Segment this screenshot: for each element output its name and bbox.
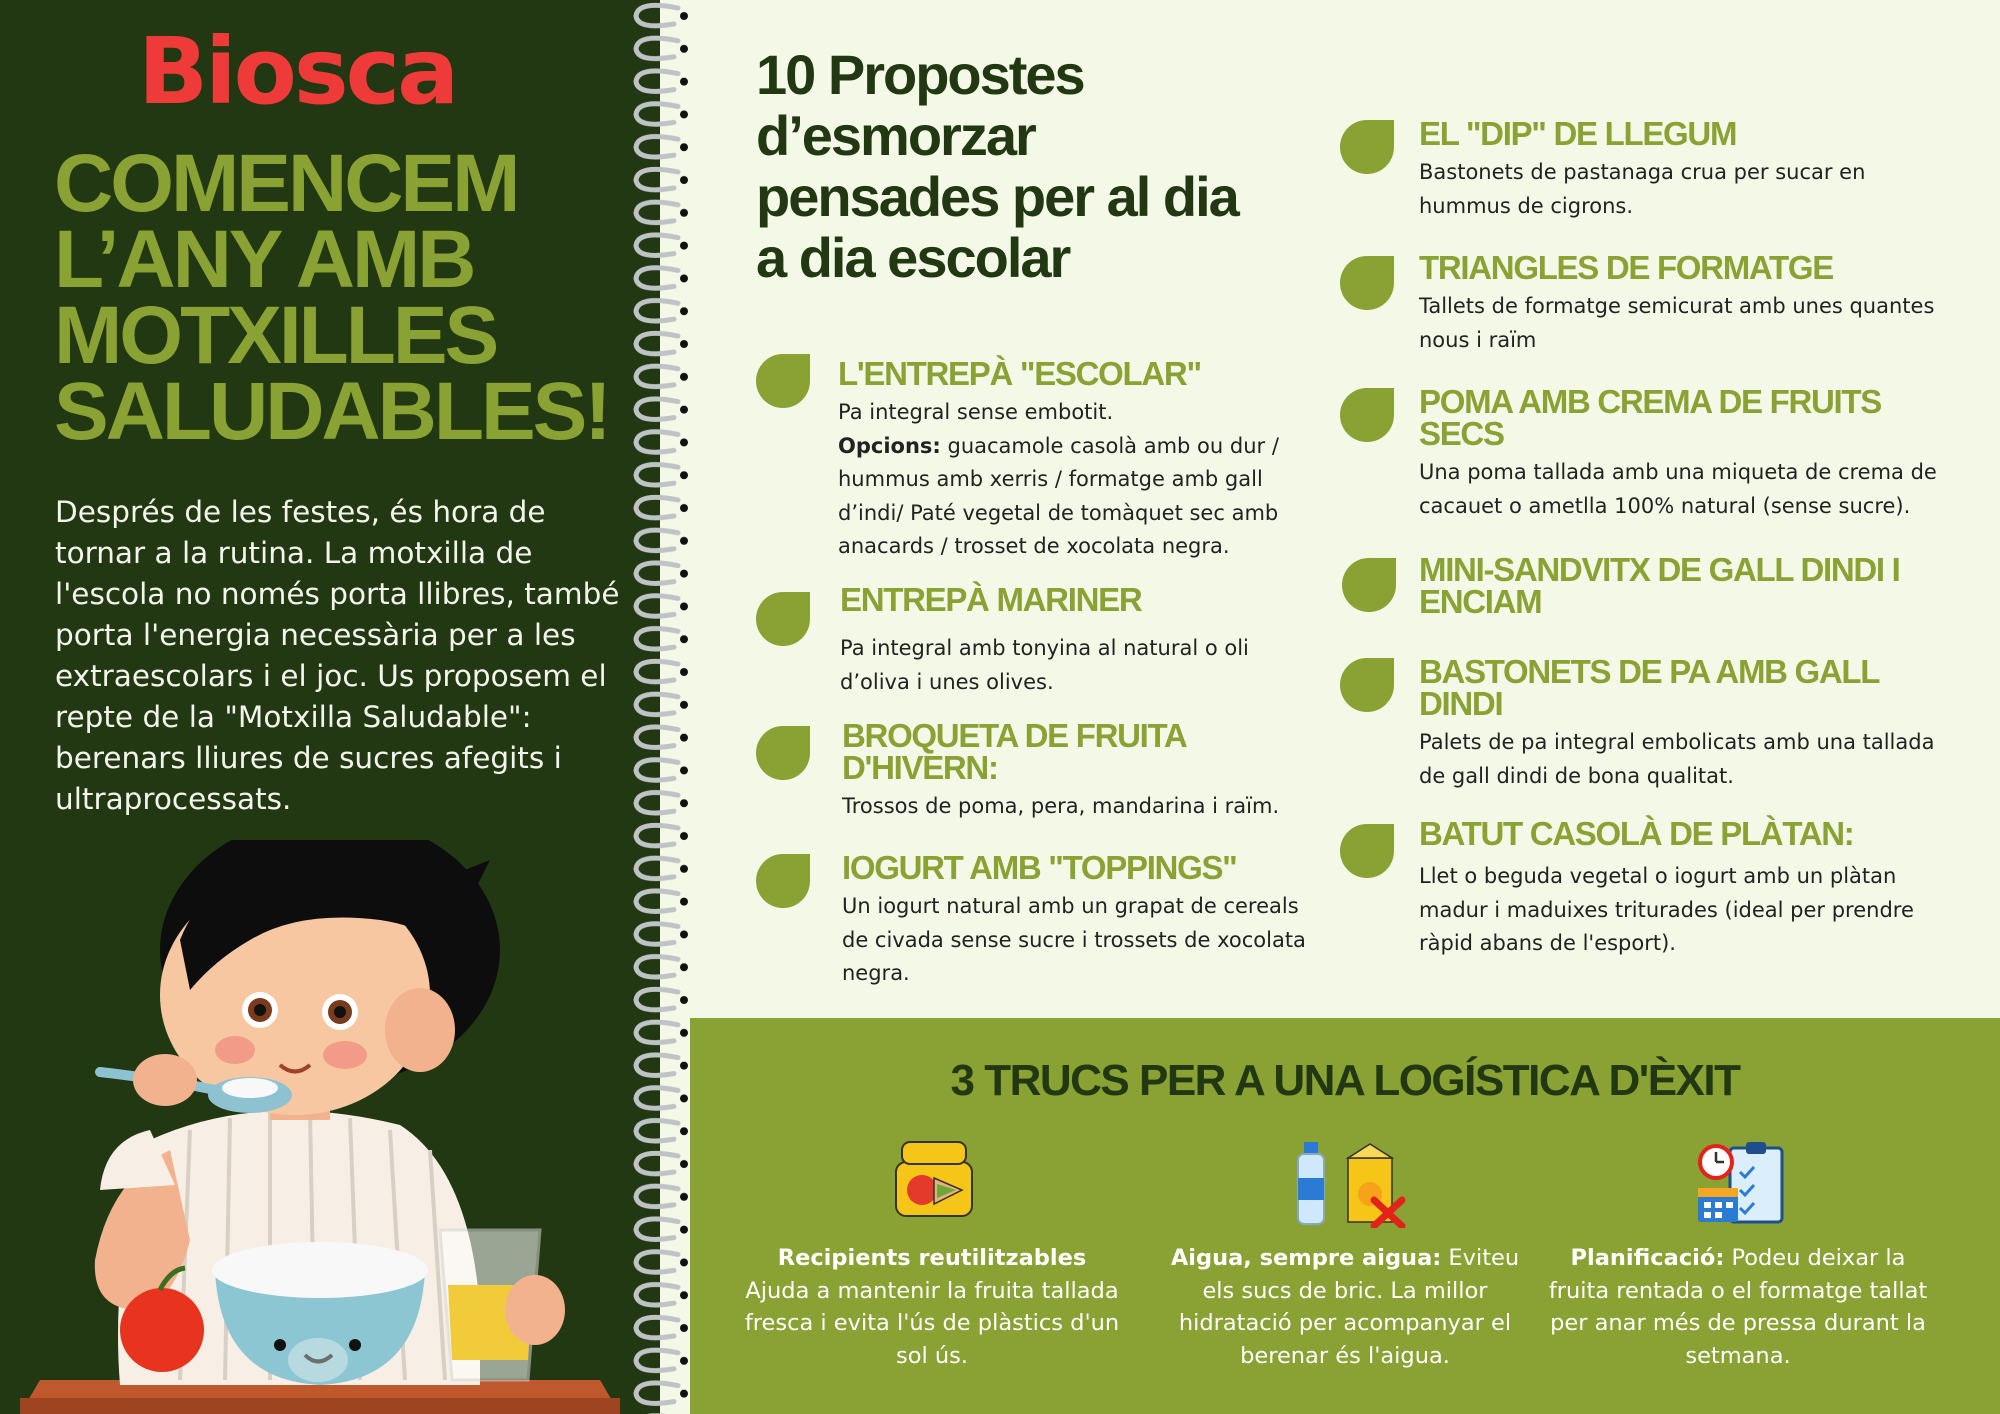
water-bottle-juice-icon <box>1290 1138 1410 1228</box>
proposal-title: ENTREPÀ MARINER <box>840 581 1142 618</box>
leaf-icon <box>1340 824 1394 878</box>
proposal-desc-main: Pa integral sense embotit. <box>838 400 1114 424</box>
proposal-desc: Bastonets de pastanaga crua per sucar en hummus de cigrons. <box>1419 160 1866 218</box>
trick-body: Eviteu els sucs de bric. La millor hidratació per acompanyar el berenar és l'aigua. <box>1178 1245 1520 1369</box>
options-label: Opcions: <box>838 433 941 458</box>
proposal-title: BROQUETA DE FRUITA D'HIVERN: <box>842 717 1186 786</box>
leaf-icon <box>1340 120 1394 174</box>
proposal-item <box>1419 551 1959 620</box>
leaf-icon <box>756 854 810 908</box>
leaf-icon <box>1340 388 1394 442</box>
headline-line-1: COMENCEM <box>54 138 518 229</box>
title-line-1: 10 Propostes <box>756 43 1084 106</box>
lunchbox-icon <box>892 1138 976 1222</box>
proposals-title <box>756 44 1316 288</box>
proposal-item <box>1419 815 1959 961</box>
planning-checklist-icon <box>1696 1138 1786 1226</box>
proposal-title: BASTONETS DE PA AMB GALL DINDI <box>1419 653 1879 722</box>
trick-bold: Aigua, sempre aigua: <box>1170 1245 1442 1271</box>
trick-body: Ajuda a mantenir la fruita tallada fresca i evita l'ús de plàstics d'un sol ús. <box>744 1277 1120 1369</box>
proposal-title: TRIANGLES DE FORMATGE <box>1419 249 1833 286</box>
proposal-title: EL "DIP" DE LLEGUM <box>1419 115 1737 152</box>
proposal-title: BATUT CASOLÀ DE PLÀTAN: <box>1419 815 1854 852</box>
options-text: guacamole casolà amb ou dur / hummus amb xerris / formatge amb gall d’indi/ Paté vegetal de tomàquet sec amb anacards / trosset de xocolata negra. <box>838 433 1279 558</box>
leaf-icon <box>1340 658 1394 712</box>
proposal-item <box>1419 249 1959 357</box>
proposal-desc: Trossos de poma, pera, mandarina i raïm. <box>842 794 1280 818</box>
child-eating-illustration <box>0 840 660 1414</box>
tricks-title: 3 TRUCS PER A UNA LOGÍSTICA D'ÈXIT <box>950 1056 1740 1105</box>
brand-logo: Biosca <box>138 18 457 125</box>
headline-line-3: MOTXILLES <box>54 290 497 381</box>
trick-text <box>1548 1242 1928 1372</box>
proposal-desc: Una poma tallada amb una miqueta de crema de cacauet o ametlla 100% natural (sense sucre). <box>1419 460 1937 518</box>
trick-text <box>742 1242 1122 1372</box>
trick-body: Podeu deixar la fruita rentada o el formatge tallat per anar més de pressa durant la setmana. <box>1548 1245 1928 1369</box>
proposal-title: IOGURT AMB "TOPPINGS" <box>842 849 1237 886</box>
trick-bold: Planificació: <box>1570 1245 1725 1271</box>
tricks-section <box>690 1018 2000 1414</box>
trick-bold: Recipients reutilitzables <box>777 1245 1087 1271</box>
proposal-item <box>842 717 1312 824</box>
proposal-title: L'ENTREPÀ "ESCOLAR" <box>838 355 1201 392</box>
proposal-desc: Palets de pa integral embolicats amb una tallada de gall dindi de bona qualitat. <box>1419 730 1935 788</box>
leaf-icon <box>756 592 810 646</box>
proposal-desc: Tallets de formatge semicurat amb unes quantes nous i raïm <box>1419 294 1935 352</box>
title-line-3: pensades per al dia <box>756 165 1238 228</box>
main-headline <box>54 138 654 457</box>
proposal-item <box>1419 653 1959 793</box>
headline-line-2: L’ANY AMB <box>54 214 474 305</box>
leaf-icon <box>756 354 810 408</box>
proposal-desc <box>838 396 1308 564</box>
proposal-item <box>842 849 1312 991</box>
trick-text <box>1155 1242 1535 1372</box>
leaf-icon <box>1340 256 1394 310</box>
proposal-item <box>840 581 1310 699</box>
title-line-4: a dia escolar <box>756 226 1070 289</box>
proposal-item <box>1419 115 1959 223</box>
proposal-title: MINI-SANDVITX DE GALL DINDI I ENCIAM <box>1419 551 1900 620</box>
proposal-item <box>838 355 1308 564</box>
spiral-binding <box>630 0 690 1414</box>
proposal-desc: Llet o beguda vegetal o iogurt amb un plàtan madur i maduixes triturades (ideal per prendre ràpid abans de l'esport). <box>1419 864 1914 955</box>
intro-text: Després de les festes, és hora de tornar a la rutina. La motxilla de l'escola no només porta llibres, també porta l'energia necessària per a les extraescolars i el joc. Us proposem el repte de la "Motxilla Saludable": berenars lliures de sucres afegits i ultraprocessats. <box>55 495 620 816</box>
left-panel <box>0 0 660 1414</box>
leaf-icon <box>756 726 810 780</box>
leaf-icon <box>1342 558 1396 612</box>
title-line-2: d’esmorzar <box>756 104 1035 167</box>
proposal-item <box>1419 383 1959 523</box>
headline-line-4: SALUDABLES! <box>54 366 609 457</box>
proposal-title: POMA AMB CREMA DE FRUITS SECS <box>1419 383 1881 452</box>
proposal-desc: Un iogurt natural amb un grapat de cereals de civada sense sucre i trossets de xocolata negra. <box>842 894 1306 985</box>
proposal-desc: Pa integral amb tonyina al natural o oli d’oliva i unes olives. <box>840 636 1249 694</box>
